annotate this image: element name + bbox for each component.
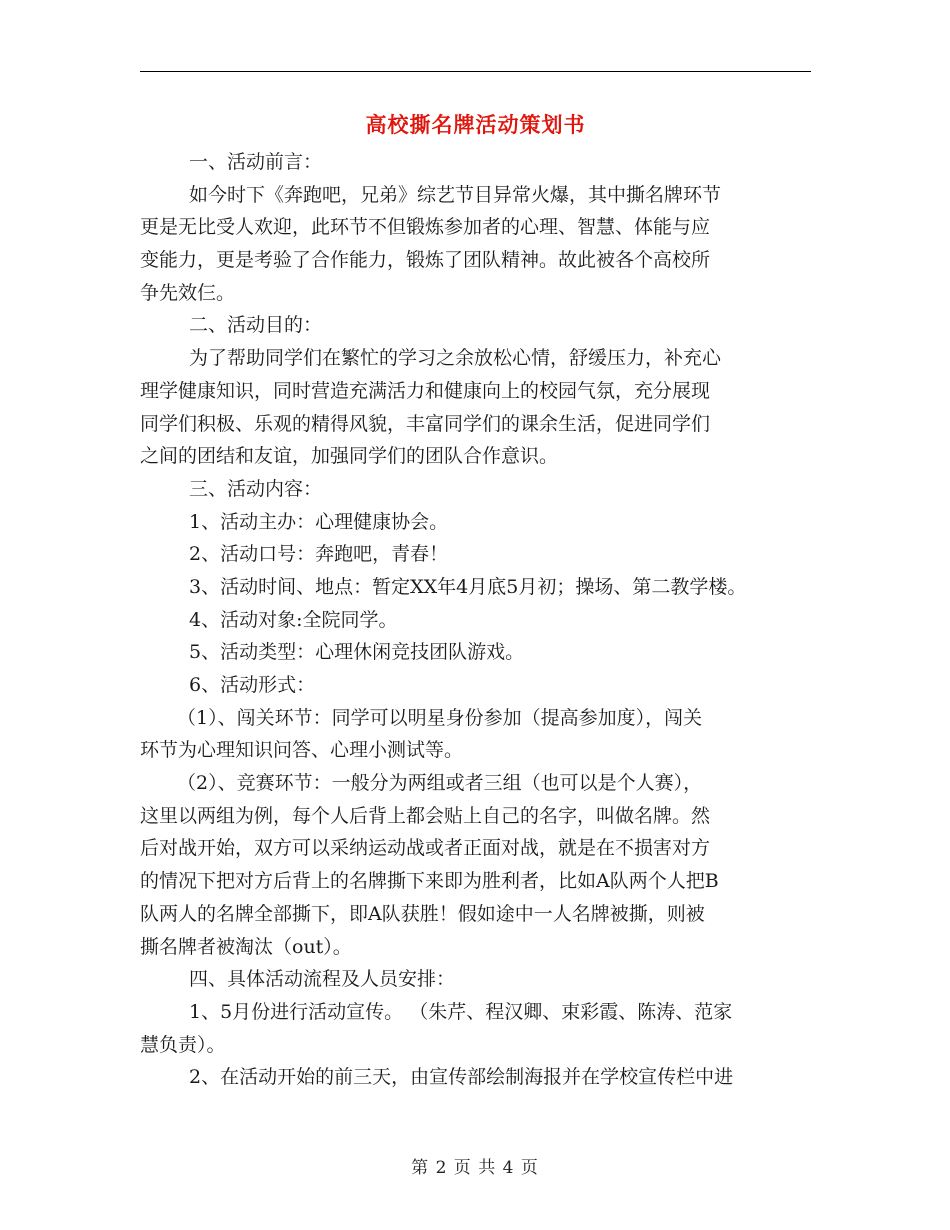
paragraph-line: 慧负责）。 xyxy=(140,1033,226,1056)
list-item: 3、活动时间、地点：暂定XX年4月底5月初；操场、第二教学楼。 xyxy=(189,575,747,598)
list-item: 2、活动口号：奔跑吧，青春！ xyxy=(189,543,449,566)
paragraph-line: 理学健康知识，同时营造充满活力和健康向上的校园气氛，充分展现 xyxy=(140,379,711,402)
paragraph-line: 撕名牌者被淘汰（out）。 xyxy=(140,935,352,958)
paragraph-line: 环节为心理知识问答、心理小测试等。 xyxy=(140,739,464,762)
paragraph-line: 后对战开始，双方可以采纳运动战或者正面对战，就是在不损害对方 xyxy=(140,837,711,860)
page-number: 第 2 页 共 4 页 xyxy=(411,1158,539,1178)
list-item: 1、5月份进行活动宣传。 （朱芹、程汉卿、束彩霞、陈涛、范家 xyxy=(189,1000,733,1023)
paragraph-line: 的情况下把对方后背上的名牌撕下来即为胜利者，比如A队两个人把B xyxy=(140,870,719,893)
section-heading: 一、活动前言： xyxy=(189,151,323,173)
section-heading: 二、活动目的： xyxy=(189,314,323,337)
paragraph-line: 同学们积极、乐观的精得风貌，丰富同学们的课余生活，促进同学们 xyxy=(140,412,711,435)
header-rule xyxy=(140,71,811,72)
paragraph-line: 如今时下《奔跑吧，兄弟》综艺节目异常火爆，其中撕名牌环节 xyxy=(189,183,722,206)
paragraph-line: 队两人的名牌全部撕下，即A队获胜！假如途中一人名牌被撕，则被 xyxy=(140,902,705,925)
paragraph-line: 争先效仨。 xyxy=(140,281,236,304)
list-item: 4、活动对象:全院同学。 xyxy=(189,608,398,631)
list-item: 5、活动类型：心理休闲竞技团队游戏。 xyxy=(189,641,525,664)
paragraph-line: 变能力，更是考验了合作能力，锻炼了团队精神。故此被各个高校所 xyxy=(140,249,711,272)
paragraph-line: （1）、闯关环节：同学可以明星身份参加（提高参加度），闯关 xyxy=(177,706,703,729)
section-heading: 四、具体活动流程及人员安排： xyxy=(189,968,456,991)
paragraph-line: （2）、竞赛环节：一般分为两组或者三组（也可以是个人赛）， xyxy=(177,772,703,795)
paragraph-line: 之间的团结和友谊，加强同学们的团队合作意识。 xyxy=(140,445,559,468)
document-body xyxy=(140,146,830,1094)
paragraph-line: 更是无比受人欢迎，此环节不但锻炼参加者的心理、智慧、体能与应 xyxy=(140,216,711,239)
paragraph-line: 这里以两组为例，每个人后背上都会贴上自己的名字，叫做名牌。然 xyxy=(140,804,711,827)
list-item: 6、活动形式： xyxy=(189,674,316,696)
section-heading: 三、活动内容： xyxy=(189,477,323,500)
list-item: 2、在活动开始的前三天，由宣传部绘制海报并在学校宣传栏中进 xyxy=(189,1066,734,1089)
list-item: 1、活动主办：心理健康协会。 xyxy=(189,510,449,533)
paragraph-line: 为了帮助同学们在繁忙的学习之余放松心情，舒缓压力，补充心 xyxy=(189,347,722,370)
document-title: 高校撕名牌活动策划书 xyxy=(365,112,586,137)
